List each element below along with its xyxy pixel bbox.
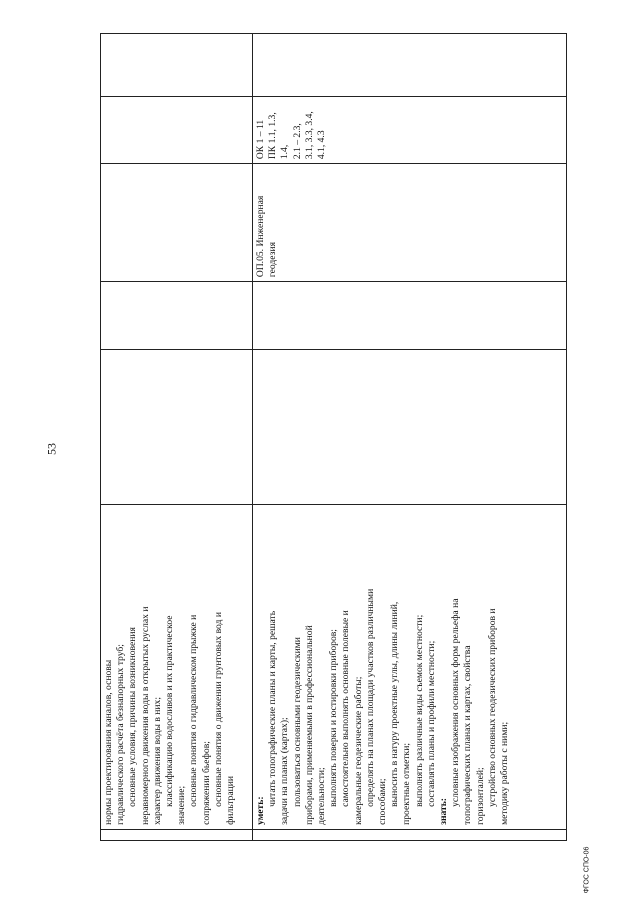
text-line: выполнять поверки и юстировки приборов; [328, 629, 340, 807]
table-cell-empty [101, 349, 253, 504]
text-line: самостоятельно выполнять основные полевые и [340, 610, 352, 807]
text-line: 3.1, 3.3, 3.4, [303, 111, 315, 160]
text-line: проектные отметки; [401, 742, 413, 825]
text-line: способами; [377, 778, 389, 825]
text-line: ПК 1.1, 1.3, [267, 112, 279, 160]
page-number: 53 [44, 443, 59, 455]
table-cell-competences [101, 96, 253, 164]
table-row [101, 34, 253, 841]
curriculum-table-frame [100, 33, 562, 841]
text-line: характер движения воды в них; [151, 696, 163, 825]
text-line: гидравлического расчёта безнапорных труб; [115, 644, 127, 825]
text-line: 4.1, 4.3 [316, 130, 328, 160]
table-cell-index [253, 829, 567, 840]
table-cell-discipline: ОП.05. Инженерная геодезия [253, 164, 567, 282]
table-cell-empty [101, 34, 253, 97]
table-cell-empty [253, 349, 567, 504]
text-line: ОК 1 – 11 [255, 119, 266, 160]
text-line: нормы проектирования каналов, основы [103, 659, 114, 825]
table-cell-competences [253, 96, 567, 164]
text-line: основные понятия о гидравлическом прыжке и [188, 614, 200, 807]
text-line: топографических планах и картах, свойства [462, 645, 474, 825]
text-line: выносить в натуру проектные углы, длины линий, [389, 601, 401, 807]
text-line: 1.4, [279, 144, 291, 160]
text-line: классификацию водосливов и их практическое [164, 615, 176, 807]
table-cell-empty [253, 34, 567, 97]
text-line: горизонталей; [474, 767, 486, 825]
table-cell-discipline [101, 164, 253, 282]
text-line: условные изображения основных форм рельефа на [450, 598, 462, 807]
text-line: сопряжении бьефов; [200, 741, 212, 825]
curriculum-table [100, 33, 567, 841]
text-line: основные понятия о движении грунтовых вод и [212, 612, 224, 807]
rotated-table-container [100, 33, 562, 841]
knowledge-heading: знать: [438, 797, 450, 825]
table-cell-empty [253, 282, 567, 350]
table-cell-index [101, 829, 253, 840]
text-line: камеральные геодезические работы; [352, 676, 364, 825]
text-line: приборами, применяемыми в профессиональной [303, 625, 315, 825]
text-line: определять на планах площади участков различными [364, 588, 376, 807]
table-cell-empty [101, 282, 253, 350]
text-line: пользоваться основными геодезическими [291, 637, 303, 807]
text-line: значение; [176, 785, 188, 825]
text-line: составлять планы и профили местности; [425, 640, 437, 807]
skills-heading: уметь: [255, 796, 266, 825]
text-line: 2.1 – 2.3, [291, 123, 303, 160]
text-line: читать топографические планы и карты, решать [267, 610, 279, 807]
text-line: деятельности; [316, 767, 328, 825]
table-cell-knowledge [101, 505, 253, 830]
text-line: фильтрации [225, 775, 237, 825]
text-line: основные условия, причины возникновения [127, 627, 139, 807]
text-line: устройство основных геодезических приборов и [486, 608, 498, 807]
text-line: неравномерного движения воды в открытых руслах и [139, 606, 151, 825]
text-line: задачи на планах (картах); [279, 717, 291, 825]
table-cell-skills-knowledge [253, 505, 567, 830]
text-line: методику работы с ними; [499, 721, 511, 825]
text-line: выполнять различные виды съемок местности; [413, 614, 425, 807]
footer-code: ФГОС СПО-06 [583, 846, 591, 894]
table-row [253, 34, 567, 841]
